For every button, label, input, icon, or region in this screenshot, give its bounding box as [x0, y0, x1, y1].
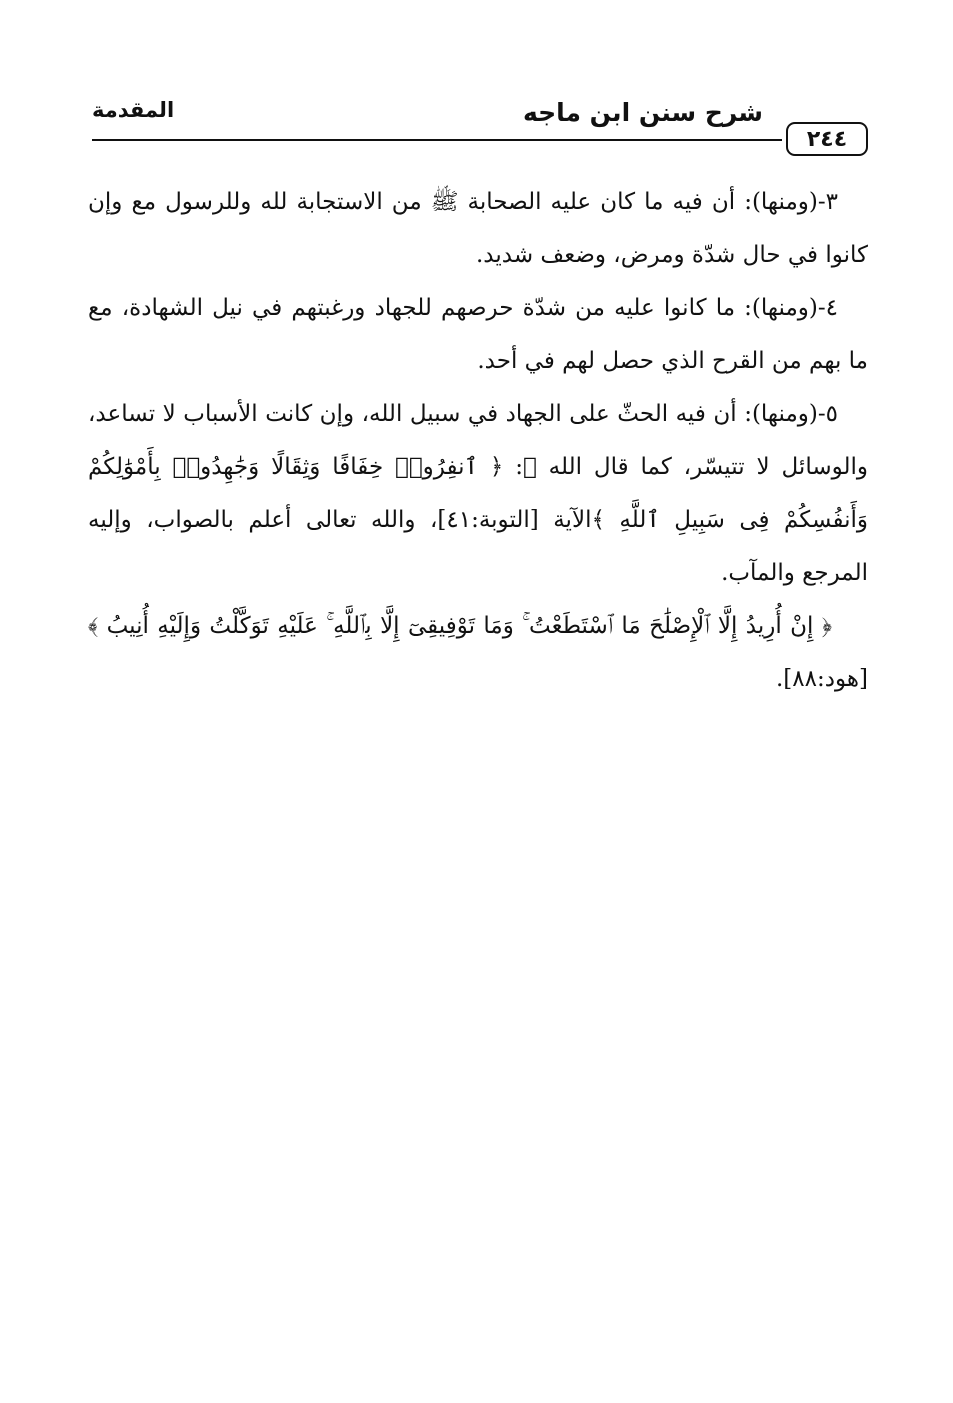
- page-header: [92, 92, 868, 162]
- book-title: شرح سنن ابن ماجه: [522, 98, 763, 127]
- paragraph-3: ٣-(ومنها): أن فيه ما كان عليه الصحابة ﷺ من الاستجابة لله وللرسول مع وإن كانوا في حال شدّة ومرض، وضعف شديد.: [88, 189, 868, 268]
- section-title: المقدمة: [92, 98, 175, 122]
- header-rule: [92, 139, 782, 141]
- closing-verse: ﴿ إِنْ أُرِيدُ إِلَّا ٱلْإِصْلَٰحَ مَا ٱسْتَطَعْتُ ۚ وَمَا تَوْفِيقِىٓ إِلَّا بِٱللَّهِ ۚ عَلَيْهِ تَوَكَّلْتُ وَإِلَيْهِ أُنِيبُ ﴾ [هود:٨٨].: [88, 613, 868, 692]
- paragraph-5: ٥-(ومنها): أن فيه الحثّ على الجهاد في سبيل الله، وإن كانت الأسباب لا تساعد، والوسائل لا تتيسّر، كما قال الله ﷻ: ﴿ ٱنفِرُوا۟ خِفَافًا وَثِقَالًا وَجَٰهِدُوا۟ بِأَمْوَٰلِكُمْ وَأَنفُسِكُمْ فِى سَبِيلِ ٱللَّهِ ﴾الآية [التوبة:٤١]، والله تعالى أعلم بالصواب، وإليه المرجع والمآب.: [88, 401, 868, 586]
- body-text: [88, 176, 868, 706]
- page-number: ٢٤٤: [786, 122, 868, 156]
- paragraph-4: ٤-(ومنها): ما كانوا عليه من شدّة حرصهم للجهاد ورغبتهم في نيل الشهادة، مع ما بهم من القرح الذي حصل لهم في أحد.: [88, 295, 868, 374]
